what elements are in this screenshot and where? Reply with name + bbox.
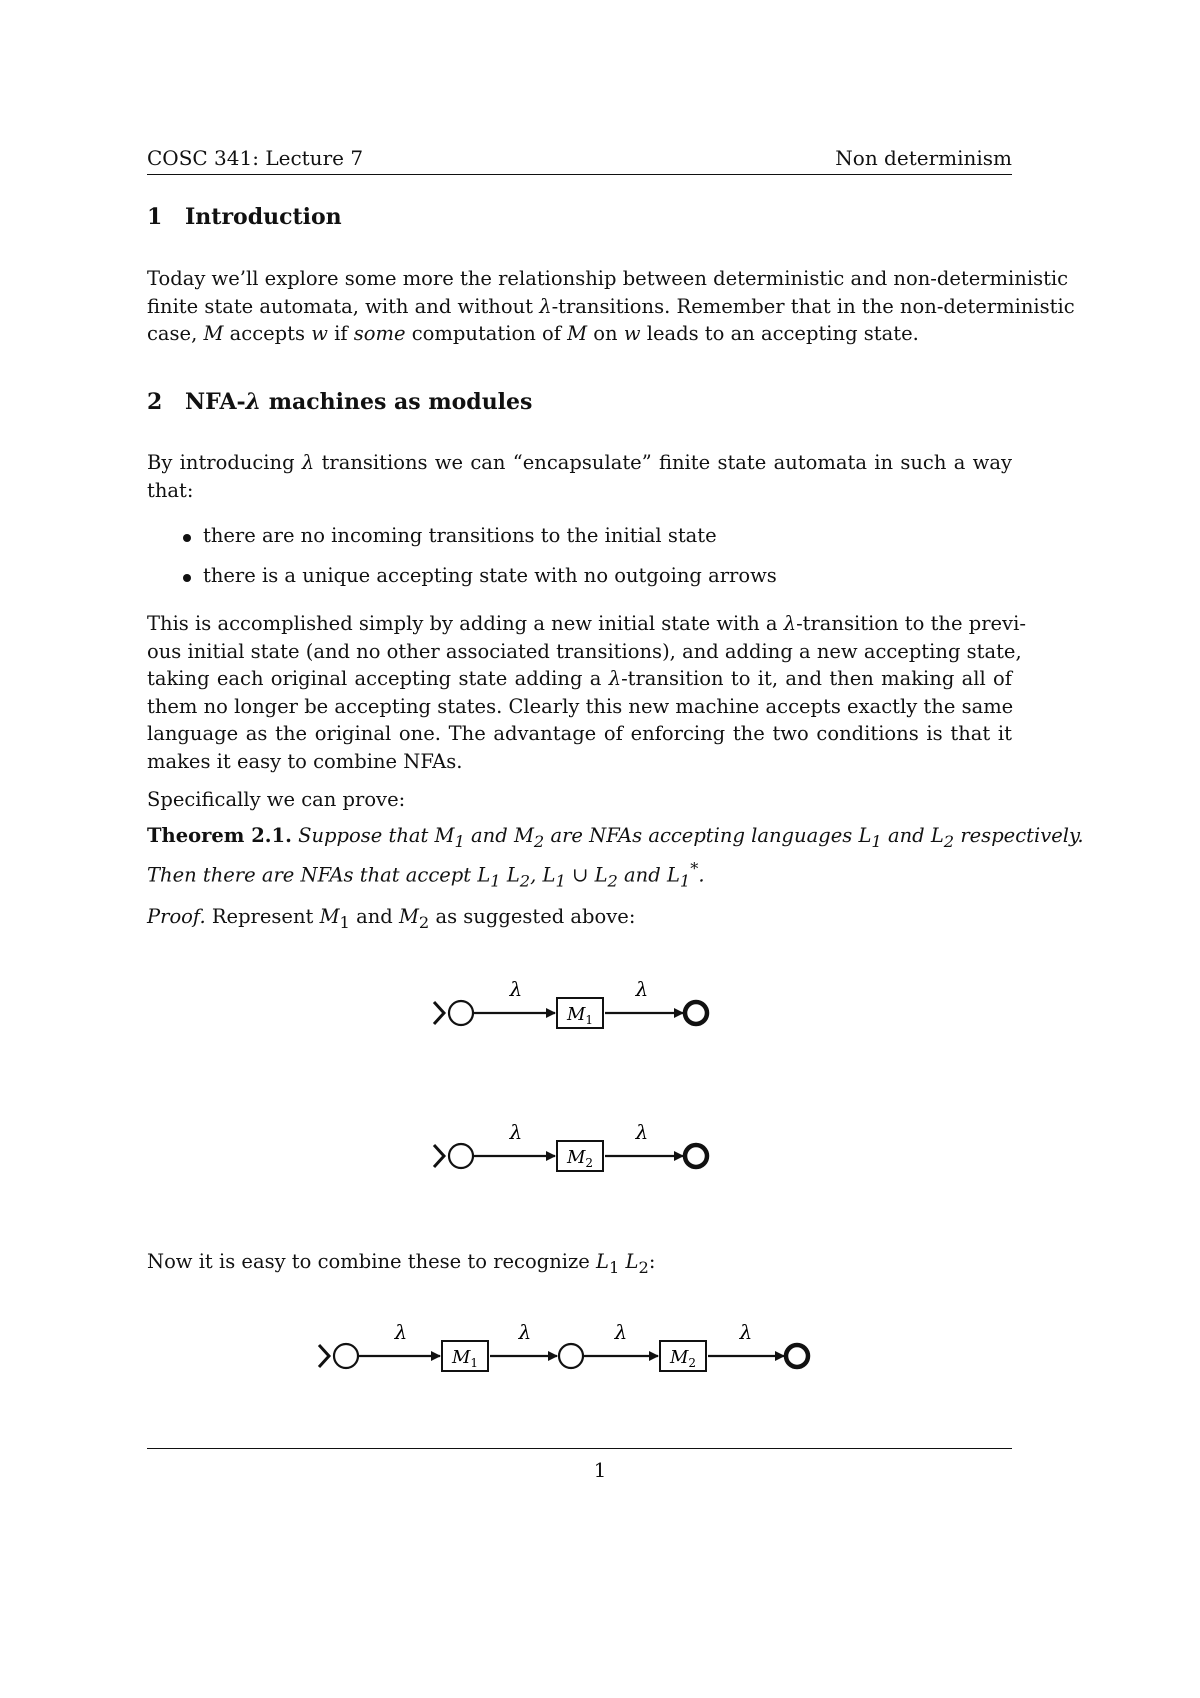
list-item: there is a unique accepting state with no outgoing arrows xyxy=(147,564,1012,604)
section-2-heading: 2 NFA-λ machines as modules xyxy=(147,389,533,415)
accepting-state xyxy=(685,1002,707,1024)
bullet-icon xyxy=(183,534,191,542)
proof-label: Proof. xyxy=(147,905,206,928)
paragraph-line: ous initial state (and no other associated transitions), and adding a new accepting state, xyxy=(147,639,1022,663)
bullet-icon xyxy=(183,574,191,582)
paragraph-line: taking each original accepting state adding a λ-transition to it, and then making all of xyxy=(147,667,1012,690)
accepting-state xyxy=(786,1345,808,1367)
header-topic: Non determinism xyxy=(835,146,1012,170)
lambda-label: λ xyxy=(739,1320,753,1344)
section-number: 2 xyxy=(147,389,163,415)
intro-paragraph xyxy=(147,265,1075,348)
paragraph-line: that: xyxy=(147,478,194,502)
start-marker-icon xyxy=(319,1345,329,1367)
module-label: $M_2$ xyxy=(566,1147,594,1170)
page-number: 1 xyxy=(593,1458,607,1482)
header-course-title: COSC 341: Lecture 7 xyxy=(147,146,364,170)
paragraph-line: makes it easy to combine NFAs. xyxy=(147,749,463,773)
lambda-label: λ xyxy=(394,1320,408,1344)
initial-state xyxy=(449,1144,473,1168)
lambda-label: λ xyxy=(614,1320,628,1344)
paragraph-line: This is accomplished simply by adding a new initial state with a λ-transition to the previ- xyxy=(147,612,1026,635)
section-title: Introduction xyxy=(185,204,342,230)
paragraph-line: language as the original one. The advantage of enforcing the two conditions is that it xyxy=(147,722,1012,745)
initial-state xyxy=(449,1001,473,1025)
theorem-label: Theorem 2.1. xyxy=(147,824,292,847)
paragraph-line: Then there are NFAs that accept $L_1$ $L_2$, $L_1$ ∪ $L_2$ and $L_1^*$. xyxy=(147,859,705,891)
diagram-module-m1 xyxy=(420,968,720,1034)
combine-line: Now it is easy to combine these to recognize $L_1$ $L_2$: xyxy=(147,1250,656,1277)
initial-state xyxy=(334,1344,358,1368)
section-1-heading xyxy=(147,204,342,230)
start-marker-icon xyxy=(434,1145,444,1167)
lambda-label: λ xyxy=(509,977,523,1001)
section-2-intro xyxy=(147,449,1012,504)
list-item: there are no incoming transitions to the initial state xyxy=(147,524,1012,564)
paragraph-line: Today we’ll explore some more the relationship between deterministic and non-deterministic xyxy=(147,267,1069,290)
footer-rule xyxy=(147,1448,1012,1449)
paragraph-line: them no longer be accepting states. Clearly this new machine accepts exactly the same xyxy=(147,694,1014,718)
lambda-label: λ xyxy=(635,1120,649,1144)
specifically-line: Specifically we can prove: xyxy=(147,788,406,811)
module-label: $M_1$ xyxy=(451,1347,479,1370)
lambda-label: λ xyxy=(635,977,649,1001)
theorem-2-1 xyxy=(147,822,1084,895)
paragraph-line: finite state automata, with and without λ-transitions. Remember that in the non-deterministic xyxy=(147,294,1075,318)
paragraph-line: By introducing λ transitions we can “encapsulate” finite state automata in such a way xyxy=(147,451,1012,474)
proof-line: Proof. Represent $M_1$ and $M_2$ as suggested above: xyxy=(147,905,636,932)
diagram-module-m2 xyxy=(420,1111,720,1177)
intermediate-state xyxy=(559,1344,583,1368)
start-marker-icon xyxy=(434,1002,444,1024)
paragraph-line: Theorem 2.1. Suppose that $M_1$ and $M_2$ are NFAs accepting languages $L_1$ and $L_2$ respectively. xyxy=(147,824,1084,851)
module-label: $M_2$ xyxy=(669,1347,697,1370)
diagram-concatenation xyxy=(305,1311,835,1377)
paragraph-line: case, M accepts w if some computation of M on w leads to an accepting state. xyxy=(147,322,919,345)
lambda-label: λ xyxy=(518,1320,532,1344)
accepting-state xyxy=(685,1145,707,1167)
section-number: 1 xyxy=(147,204,163,230)
bullet-list xyxy=(147,524,1012,604)
construction-paragraph xyxy=(147,610,1026,775)
module-label: $M_1$ xyxy=(566,1004,594,1027)
running-header xyxy=(147,146,1012,175)
lambda-label: λ xyxy=(509,1120,523,1144)
